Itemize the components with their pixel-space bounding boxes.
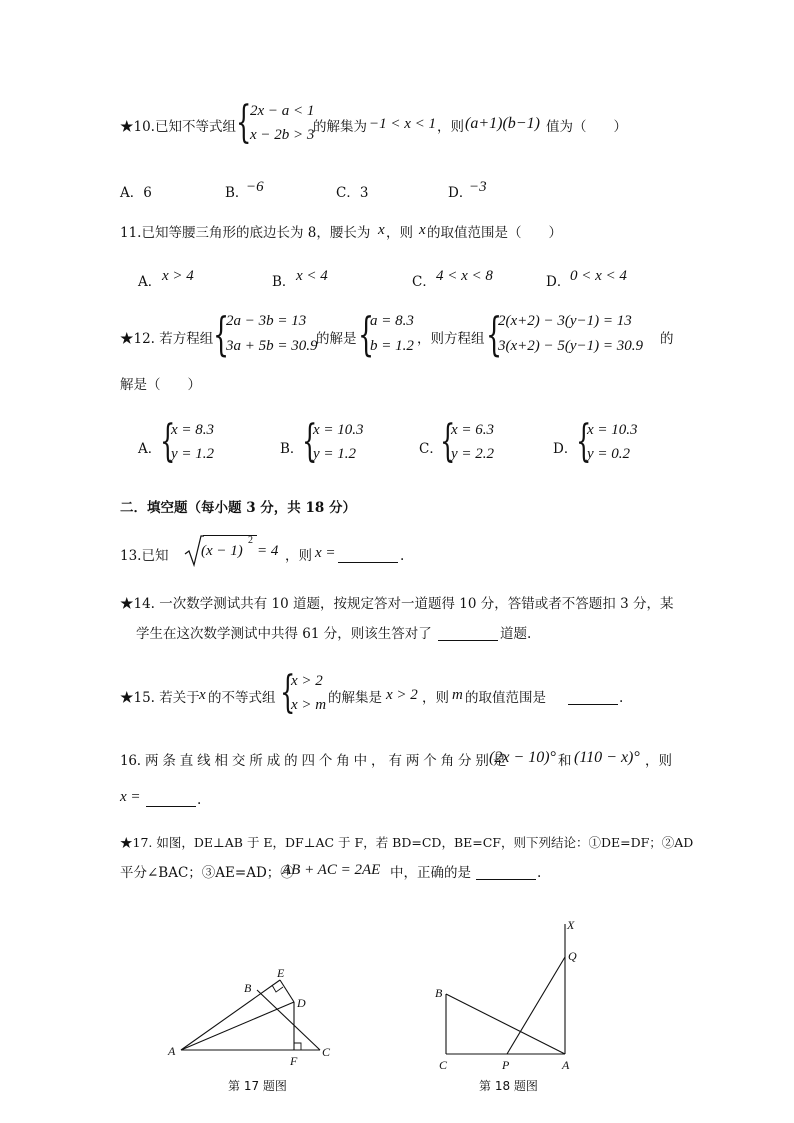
label-q: Q <box>568 949 577 963</box>
brace-icon: { <box>576 416 592 467</box>
q10-option-a[interactable]: A．6 <box>120 185 152 201</box>
q11-option-d[interactable]: D． <box>546 274 571 290</box>
q11-option-c[interactable]: C． <box>412 274 436 290</box>
q12-line2: 解是（ ） <box>120 377 201 393</box>
q10-option-b-value: −6 <box>246 179 264 195</box>
q10-sys-line1: 2x − a < 1 <box>250 103 315 119</box>
figure-18 <box>425 912 595 1072</box>
q12-option-d[interactable]: D． <box>553 441 578 457</box>
figure-17-caption: 第 17 题图 <box>228 1079 287 1093</box>
q14-answer-blank[interactable] <box>438 626 498 641</box>
q13-mid: ，则 <box>285 548 312 564</box>
q13-prefix: 13.已知 <box>120 548 169 564</box>
q15-answer-blank[interactable] <box>568 690 618 705</box>
label-e: E <box>277 966 285 980</box>
q16-angle1: (2x − 10)° <box>489 749 556 766</box>
label-b: B <box>244 981 252 995</box>
q17-line2a: 平分∠BAC；③AE=AD；④ <box>120 865 294 881</box>
brace-icon: { <box>302 416 318 467</box>
q10-option-c[interactable]: C．3 <box>336 185 369 201</box>
q16-and: 和 <box>558 753 572 769</box>
q12-sol-a-line1: a = 8.3 <box>370 313 414 329</box>
segment-ba <box>446 994 565 1054</box>
q13-suffix: . <box>400 548 405 564</box>
brace-icon: { <box>486 307 503 361</box>
figure-18-caption: 第 18 题图 <box>479 1079 538 1093</box>
label-b: B <box>435 986 443 1000</box>
q11-option-a[interactable]: A． <box>138 274 162 290</box>
q15-suffix: 的取值范围是 <box>465 690 546 706</box>
q12-option-b[interactable]: B． <box>280 441 304 457</box>
q12-sys-a-line1: 2a − 3b = 13 <box>226 313 307 329</box>
q12-sys-a-line2: 3a + 5b = 30.9 <box>226 338 318 354</box>
segment-ae <box>181 980 280 1050</box>
label-x: X <box>567 918 575 932</box>
q14-line2b: 道题. <box>500 626 532 642</box>
q10-prefix: ★10.已知不等式组 <box>120 119 236 135</box>
brace-icon: { <box>160 416 176 467</box>
brace-icon: { <box>236 97 252 148</box>
q11-var2: x <box>419 222 426 238</box>
label-c: C <box>439 1058 448 1072</box>
q11-option-d-value: 0 < x < 4 <box>570 268 627 284</box>
q15-end: . <box>619 690 624 706</box>
brace-icon: { <box>280 667 296 718</box>
q11-text1: 11.已知等腰三角形的底边长为 8，腰长为 <box>120 225 371 241</box>
q16-angle2: (110 − x)° <box>574 749 640 766</box>
label-c: C <box>322 1045 331 1059</box>
q12-option-c-line2: y = 2.2 <box>451 446 495 462</box>
q12-mid: 的解是 <box>316 331 357 347</box>
q13-exponent: 2 <box>248 535 253 546</box>
q15-mid2: 的解集是 <box>328 690 382 706</box>
q12-mid2: ，则方程组 <box>417 331 485 347</box>
q13-eq: = 4 <box>257 543 279 559</box>
q11-option-b[interactable]: B． <box>272 274 296 290</box>
q13-var: x = <box>315 545 336 561</box>
q16-line1b: ，则 <box>645 753 672 769</box>
q12-sys-b-line2: 3(x+2) − 5(y−1) = 30.9 <box>498 338 644 354</box>
q15-var: x <box>199 687 206 703</box>
q12-sys-b-line1: 2(x+2) − 3(y−1) = 13 <box>498 313 632 329</box>
q17-answer-blank[interactable] <box>476 865 536 880</box>
q13-radicand: (x − 1) <box>201 543 243 559</box>
q13-answer-blank[interactable] <box>338 548 398 563</box>
segment-bc <box>257 990 320 1050</box>
q15-range: x > 2 <box>386 687 418 703</box>
label-a: A <box>562 1058 570 1072</box>
q14-line2a: 学生在这次数学测试中共得 61 分，则该生答对了 <box>136 626 432 642</box>
label-f: F <box>290 1054 298 1068</box>
q10-option-b[interactable]: B． <box>225 185 249 201</box>
q10-mid: 的解集为 <box>313 119 367 135</box>
q11-option-c-value: 4 < x < 8 <box>436 268 493 284</box>
q11-var: x <box>378 222 385 238</box>
q15-mid3: ，则 <box>422 690 449 706</box>
q11-text2: ，则 <box>386 225 413 241</box>
q10-option-d-value: −3 <box>469 179 487 195</box>
q11-text3: 的取值范围是（ ） <box>427 225 562 241</box>
label-d: D <box>297 996 306 1010</box>
q14-line1: ★14. 一次数学测试共有 10 道题，按规定答对一道题得 10 分，答错或者不答题扣 3 分，某 <box>120 596 674 612</box>
right-angle-e-icon <box>272 985 283 992</box>
q12-option-c-line1: x = 6.3 <box>451 422 495 438</box>
section-2-heading: 二．填空题（每小题 3 分，共 18 分） <box>120 500 356 516</box>
q15-prefix: ★15. 若关于 <box>120 690 200 706</box>
label-a: A <box>168 1044 176 1058</box>
q12-option-b-line1: x = 10.3 <box>313 422 364 438</box>
q10-option-d[interactable]: D． <box>448 185 473 201</box>
q12-option-a-line1: x = 8.3 <box>171 422 215 438</box>
segment-ed <box>280 980 294 1002</box>
brace-icon: { <box>358 307 375 361</box>
q15-sys-line1: x > 2 <box>291 673 323 689</box>
q11-option-a-value: x > 4 <box>162 268 194 284</box>
q12-option-b-line2: y = 1.2 <box>313 446 357 462</box>
q16-line2: x = <box>120 789 141 805</box>
q12-option-a[interactable]: A． <box>138 441 162 457</box>
q16-line1a: 16. 两 条 直 线 相 交 所 成 的 四 个 角 中 ， 有 两 个 角 分 别 是 <box>120 753 507 769</box>
label-p: P <box>502 1058 510 1072</box>
q12-sol-a-line2: b = 1.2 <box>370 338 414 354</box>
figure-17 <box>160 960 340 1070</box>
q10-sys-line2: x − 2b > 3 <box>250 127 315 143</box>
q16-answer-blank[interactable] <box>146 792 196 807</box>
q17-line1: ★17. 如图，DE⊥AB 于 E，DF⊥AC 于 F，若 BD=CD，BE=CF，则下列结论：①DE=DF；②AD <box>120 835 694 850</box>
right-angle-f-icon <box>294 1043 301 1050</box>
q11-option-b-value: x < 4 <box>296 268 328 284</box>
q12-option-a-line2: y = 1.2 <box>171 446 215 462</box>
q10-range: −1 < x < 1 <box>369 116 437 132</box>
q15-var2: m <box>452 687 463 703</box>
q12-prefix: ★12. 若方程组 <box>120 331 214 347</box>
q17-end: . <box>537 865 542 881</box>
q17-line2b: 中，正确的是 <box>390 865 471 881</box>
q15-sys-line2: x > m <box>291 697 327 713</box>
q12-tail: 的 <box>660 331 674 347</box>
q12-option-d-line1: x = 10.3 <box>587 422 638 438</box>
q16-end: . <box>197 792 202 808</box>
brace-icon: { <box>213 307 230 361</box>
q12-option-c[interactable]: C． <box>419 441 443 457</box>
brace-icon: { <box>440 416 456 467</box>
q10-expr: (a+1)(b−1) <box>465 115 540 132</box>
q12-option-d-line2: y = 0.2 <box>587 446 631 462</box>
q15-mid: 的不等式组 <box>208 690 276 706</box>
q10-suffix: 值为（ ） <box>546 119 627 135</box>
q17-expr: AB + AC = 2AE <box>282 862 381 878</box>
q10-mid2: ，则 <box>437 119 464 135</box>
